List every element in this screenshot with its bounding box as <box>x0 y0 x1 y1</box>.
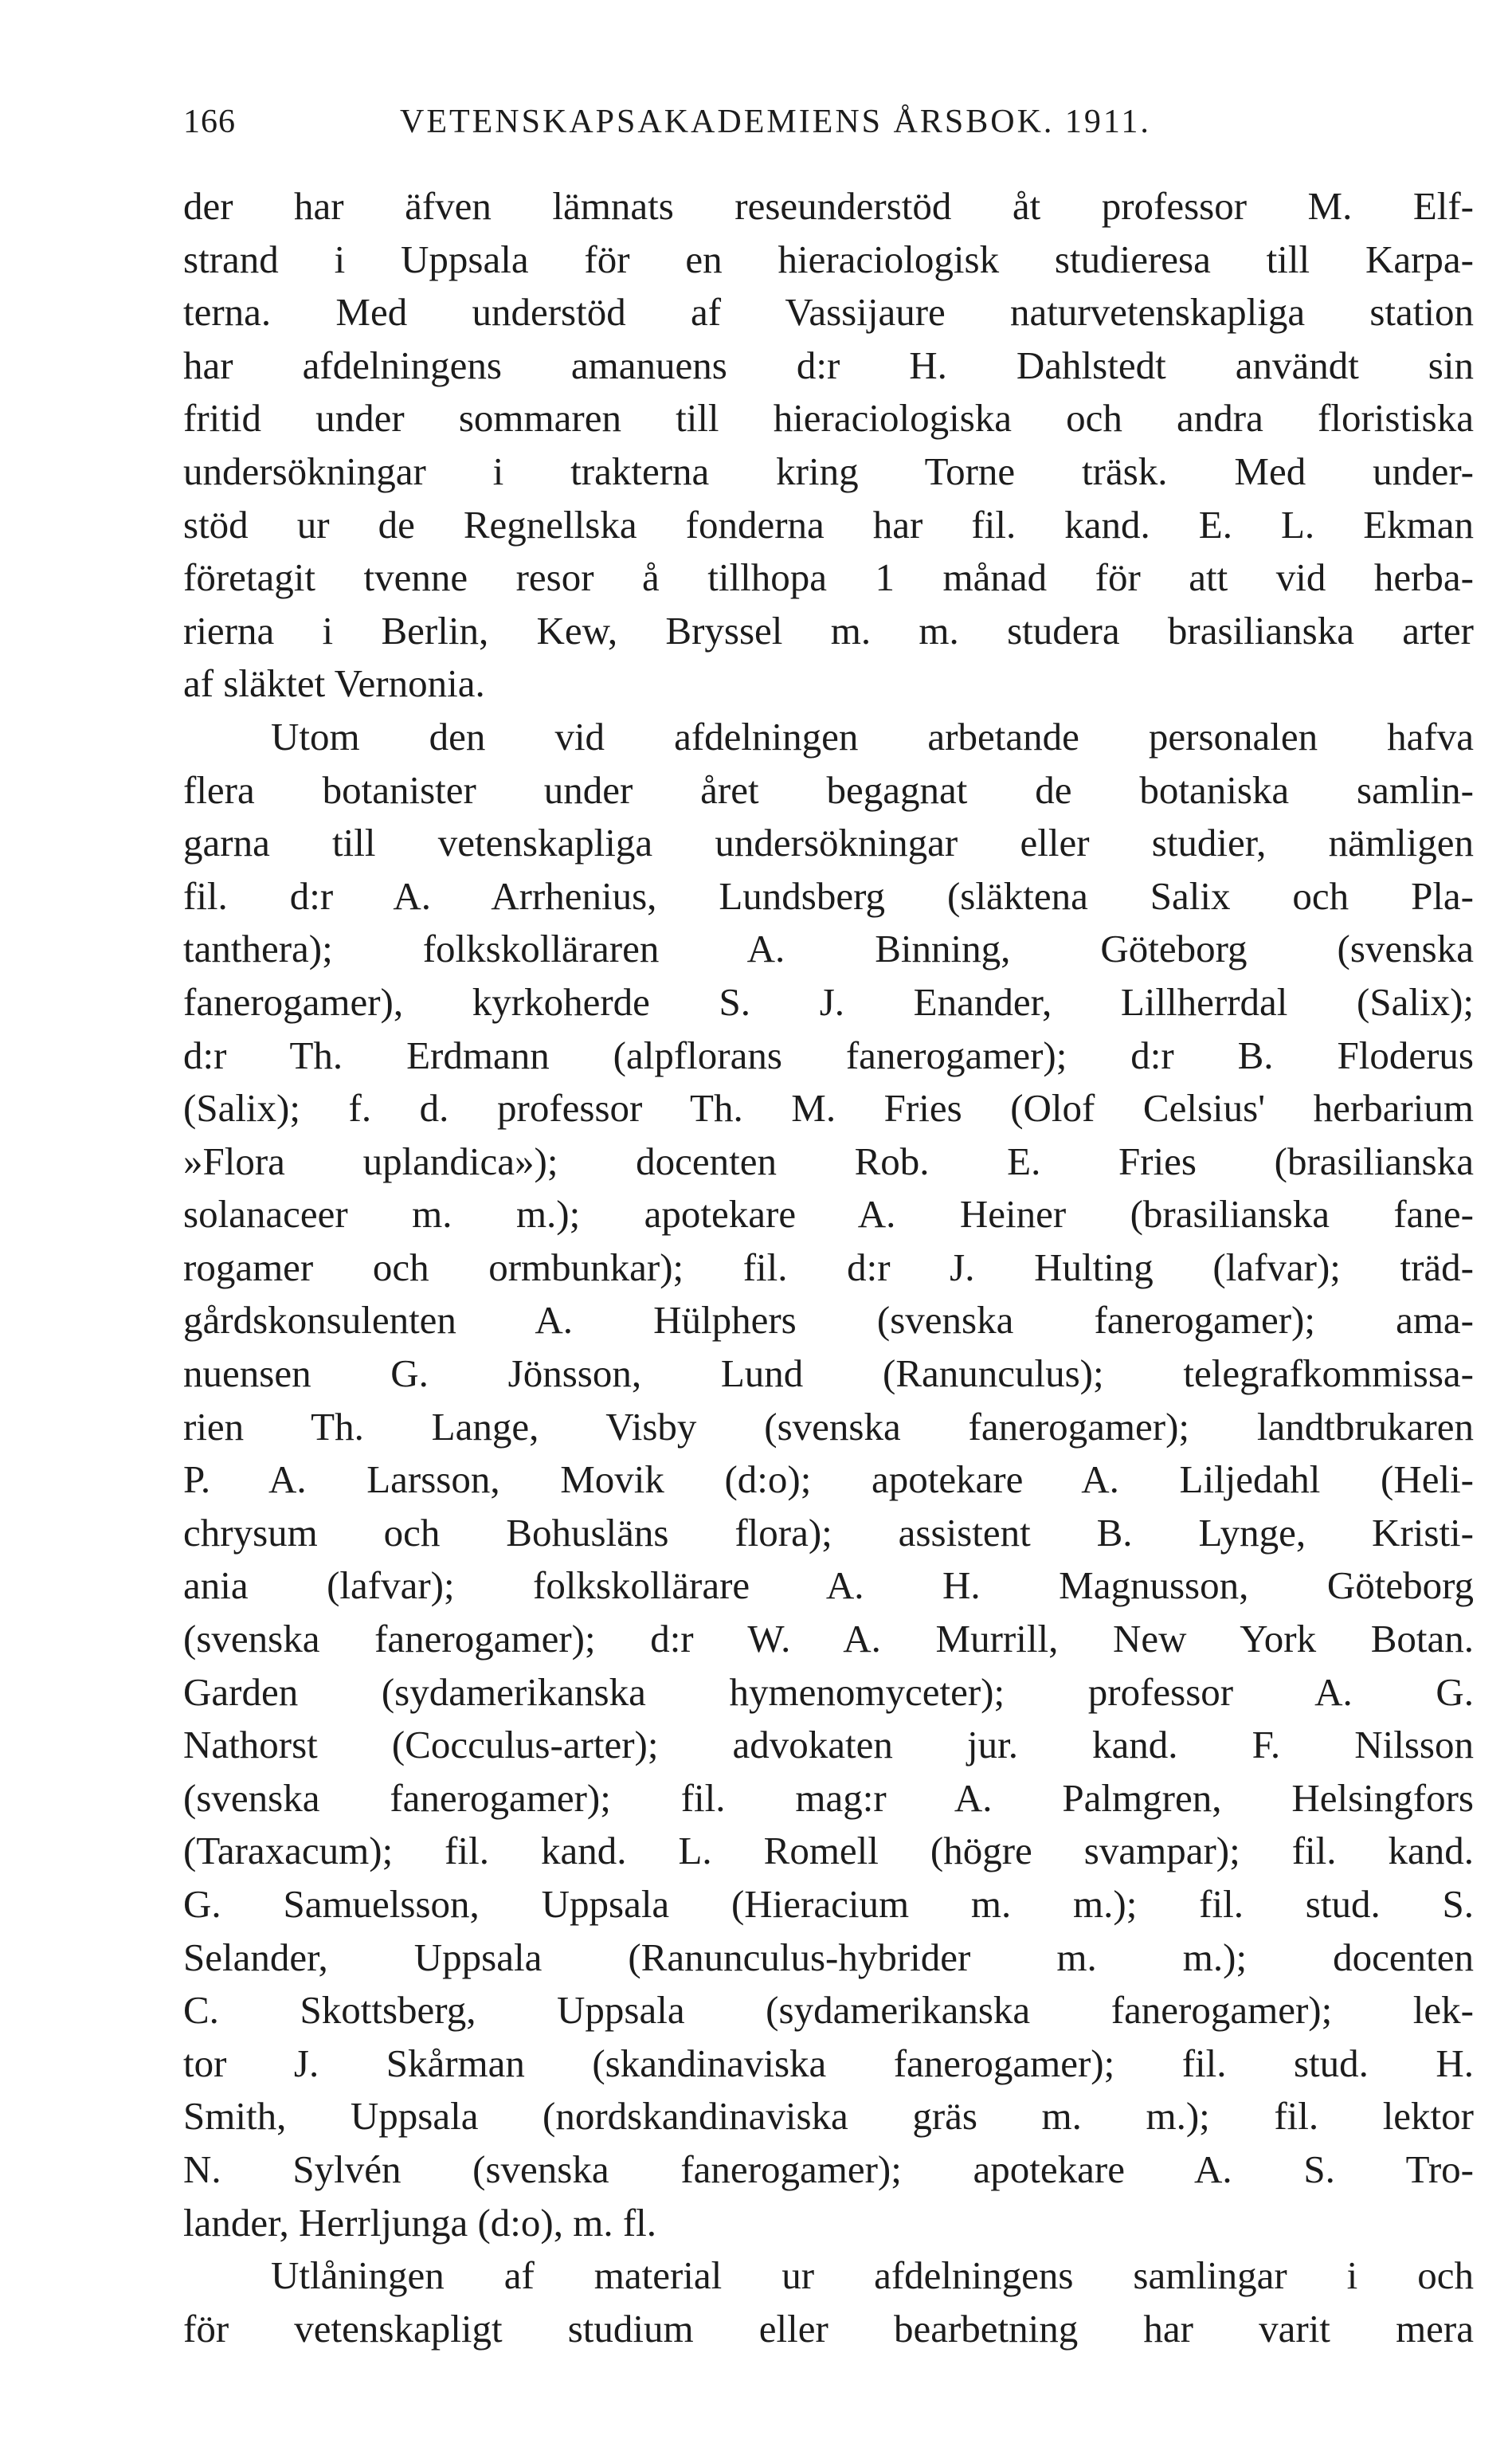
text-line: fritid under sommaren till hieraciologiska och andra floristiska <box>183 396 1474 441</box>
text-line: rien Th. Lange, Visby (svenska fanerogamer); landtbrukaren <box>183 1404 1474 1449</box>
text-line: gårdskonsulenten A. Hülphers (svenska fanerogamer); ama- <box>183 1298 1474 1343</box>
text-line: tor J. Skårman (skandinaviska fanerogamer); fil. stud. H. <box>183 2041 1474 2085</box>
text-line: C. Skottsberg, Uppsala (sydamerikanska fanerogamer); lek- <box>183 1988 1474 2033</box>
text-line: rogamer och ormbunkar); fil. d:r J. Hulting (lafvar); träd- <box>183 1245 1474 1289</box>
text-line: fil. d:r A. Arrhenius, Lundsberg (släktena Salix och Pla- <box>183 873 1474 918</box>
text-line: P. A. Larsson, Movik (d:o); apotekare A. Liljedahl (Heli- <box>183 1457 1474 1502</box>
text-line: lander, Herrljunga (d:o), m. fl. <box>183 2200 657 2245</box>
text-line: Smith, Uppsala (nordskandinaviska gräs m. m.); fil. lektor <box>183 2094 1474 2139</box>
text-line: af släktet Vernonia. <box>183 661 485 706</box>
text-line: nuensen G. Jönsson, Lund (Ranunculus); telegrafkommissa- <box>183 1351 1474 1396</box>
text-line: ania (lafvar); folkskollärare A. H. Magnusson, Göteborg <box>183 1563 1474 1608</box>
text-line: Utlåningen af material ur afdelningens samlingar i och <box>271 2253 1474 2298</box>
text-line: G. Samuelsson, Uppsala (Hieracium m. m.); fil. stud. S. <box>183 1882 1474 1926</box>
text-line: flera botanister under året begagnat de botaniska samlin- <box>183 767 1474 812</box>
body-text <box>183 180 1474 2355</box>
text-line: (Taraxacum); fil. kand. L. Romell (högre svampar); fil. kand. <box>183 1829 1474 1873</box>
text-line: chrysum och Bohusläns flora); assistent B. Lynge, Kristi- <box>183 1510 1474 1555</box>
text-line: för vetenskapligt studium eller bearbetning har varit mera <box>183 2306 1474 2351</box>
text-line: der har äfven lämnats reseunderstöd åt professor M. Elf- <box>183 184 1474 228</box>
text-line: strand i Uppsala för en hieraciologisk studieresa till Karpa- <box>183 237 1474 281</box>
text-line: tanthera); folkskolläraren A. Binning, Göteborg (svenska <box>183 927 1474 971</box>
text-line: (svenska fanerogamer); d:r W. A. Murrill, New York Botan. <box>183 1617 1474 1661</box>
text-line: d:r Th. Erdmann (alpflorans fanerogamer); d:r B. Floderus <box>183 1033 1474 1077</box>
text-line: Selander, Uppsala (Ranunculus-hybrider m. m.); docenten <box>183 1935 1474 1979</box>
page-number: 166 <box>183 104 236 140</box>
text-line: fanerogamer), kyrkoherde S. J. Enander, Lillherrdal (Salix); <box>183 979 1474 1024</box>
text-line: (Salix); f. d. professor Th. M. Fries (Olof Celsius' herbarium <box>183 1086 1474 1131</box>
text-line: Garden (sydamerikanska hymenomyceter); professor A. G. <box>183 1669 1474 1714</box>
text-line: Utom den vid afdelningen arbetande personalen hafva <box>271 714 1474 759</box>
text-line: har afdelningens amanuens d:r H. Dahlstedt användt sin <box>183 343 1474 387</box>
running-head <box>183 94 1474 150</box>
text-line: rierna i Berlin, Kew, Bryssel m. m. studera brasilianska arter <box>183 608 1474 653</box>
text-line: garna till vetenskapliga undersökningar eller studier, nämligen <box>183 821 1474 865</box>
text-line: »Flora uplandica»); docenten Rob. E. Fries (brasilianska <box>183 1139 1474 1183</box>
text-line: solanaceer m. m.); apotekare A. Heiner (brasilianska fane- <box>183 1192 1474 1237</box>
text-line: företagit tvenne resor å tillhopa 1 månad för att vid herba- <box>183 555 1474 600</box>
text-line: terna. Med understöd af Vassijaure naturvetenskapliga station <box>183 290 1474 335</box>
text-line: Nathorst (Cocculus-arter); advokaten jur. kand. F. Nilsson <box>183 1723 1474 1767</box>
text-line: (svenska fanerogamer); fil. mag:r A. Palmgren, Helsingfors <box>183 1775 1474 1820</box>
text-line: undersökningar i trakterna kring Torne träsk. Med under- <box>183 449 1474 493</box>
text-line: N. Sylvén (svenska fanerogamer); apotekare A. S. Tro- <box>183 2147 1474 2191</box>
journal-title: VETENSKAPSAKADEMIENS ÅRSBOK. 1911. <box>400 104 1151 140</box>
text-line: stöd ur de Regnellska fonderna har fil. kand. E. L. Ekman <box>183 502 1474 547</box>
